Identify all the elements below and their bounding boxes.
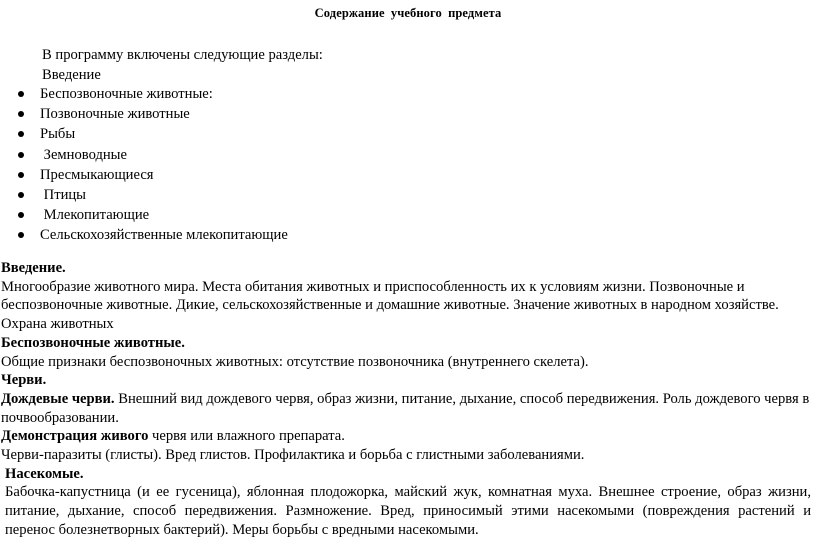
body-text [1, 259, 813, 540]
intro-paragraph: Многообразие животного мира. Места обитания животных и приспособленность их к условиям жизни. Позвоночные и беспозвоночные животные. Дикие, сельскохозяйственные и домашние животные. Значение животных в народном хозяйстве. Охрана животных [1, 278, 779, 333]
invertebrates-heading: Беспозвоночные животные. [1, 334, 185, 351]
list-item-label: Сельскохозяйственные млекопитающие [40, 227, 288, 244]
list-item-label: Пресмыкающиеся [40, 166, 154, 183]
earthworms-paragraph [1, 390, 813, 427]
bullet-icon [18, 172, 24, 178]
list-item [0, 185, 288, 205]
bullet-icon [18, 212, 24, 218]
parasites-paragraph: Черви-паразиты (глисты). Вред глистов. Профилактика и борьба с глистными заболеваниями. [1, 447, 585, 464]
list-item [0, 145, 288, 165]
insects-paragraph: Бабочка-капустница (и ее гусеница), яблонная плодожорка, майский жук, комнатная муха. Внешнее строение, образ жизни, питание, дыхание, способ передвижения. Размножение. Вред, приносимый этими насекомыми (повреждения растений и перенос болезнетворных бактерий). Меры борьбы с вредными насекомыми. [5, 484, 811, 538]
list-item-label: Земноводные [40, 146, 127, 163]
bullet-icon [18, 152, 24, 158]
insects-heading: Насекомые. [5, 465, 84, 482]
intro-heading: Введение. [1, 260, 66, 276]
list-item [0, 225, 288, 245]
sections-list [0, 84, 288, 246]
list-item [0, 124, 288, 144]
earthworms-text: Внешний вид дождевого червя, образ жизни, питание, дыхание, способ передвижения. Роль дождевого червя в почвообразовании. [1, 390, 810, 426]
list-item-label: Позвоночные животные [40, 106, 190, 123]
list-item-label: Птицы [40, 186, 86, 203]
demo-text: червя или влажного препарата. [148, 428, 345, 445]
bullet-icon [18, 232, 24, 238]
worms-heading: Черви. [1, 372, 47, 389]
list-item [0, 104, 288, 124]
list-item-label: Млекопитающие [40, 207, 150, 224]
page-title: Содержание учебного предмета [314, 6, 502, 20]
bullet-icon [18, 131, 24, 137]
intro-line-introduction: Введение [42, 67, 101, 83]
demo-paragraph [1, 427, 813, 446]
demo-label: Демонстрация живого [1, 428, 149, 445]
earthworms-label: Дождевые черви. [1, 390, 115, 407]
list-item [0, 165, 288, 185]
list-item [0, 205, 288, 225]
bullet-icon [18, 91, 24, 97]
invertebrates-paragraph: Общие признаки беспозвоночных животных: отсутствие позвоночника (внутреннего скелета). [1, 353, 589, 370]
intro-line-programs: В программу включены следующие разделы: [42, 47, 323, 63]
list-item-label: Беспозвоночные животные: [40, 86, 213, 102]
bullet-icon [18, 111, 24, 117]
bullet-icon [18, 192, 24, 198]
list-item-label: Рыбы [40, 126, 76, 143]
list-item [0, 84, 288, 104]
